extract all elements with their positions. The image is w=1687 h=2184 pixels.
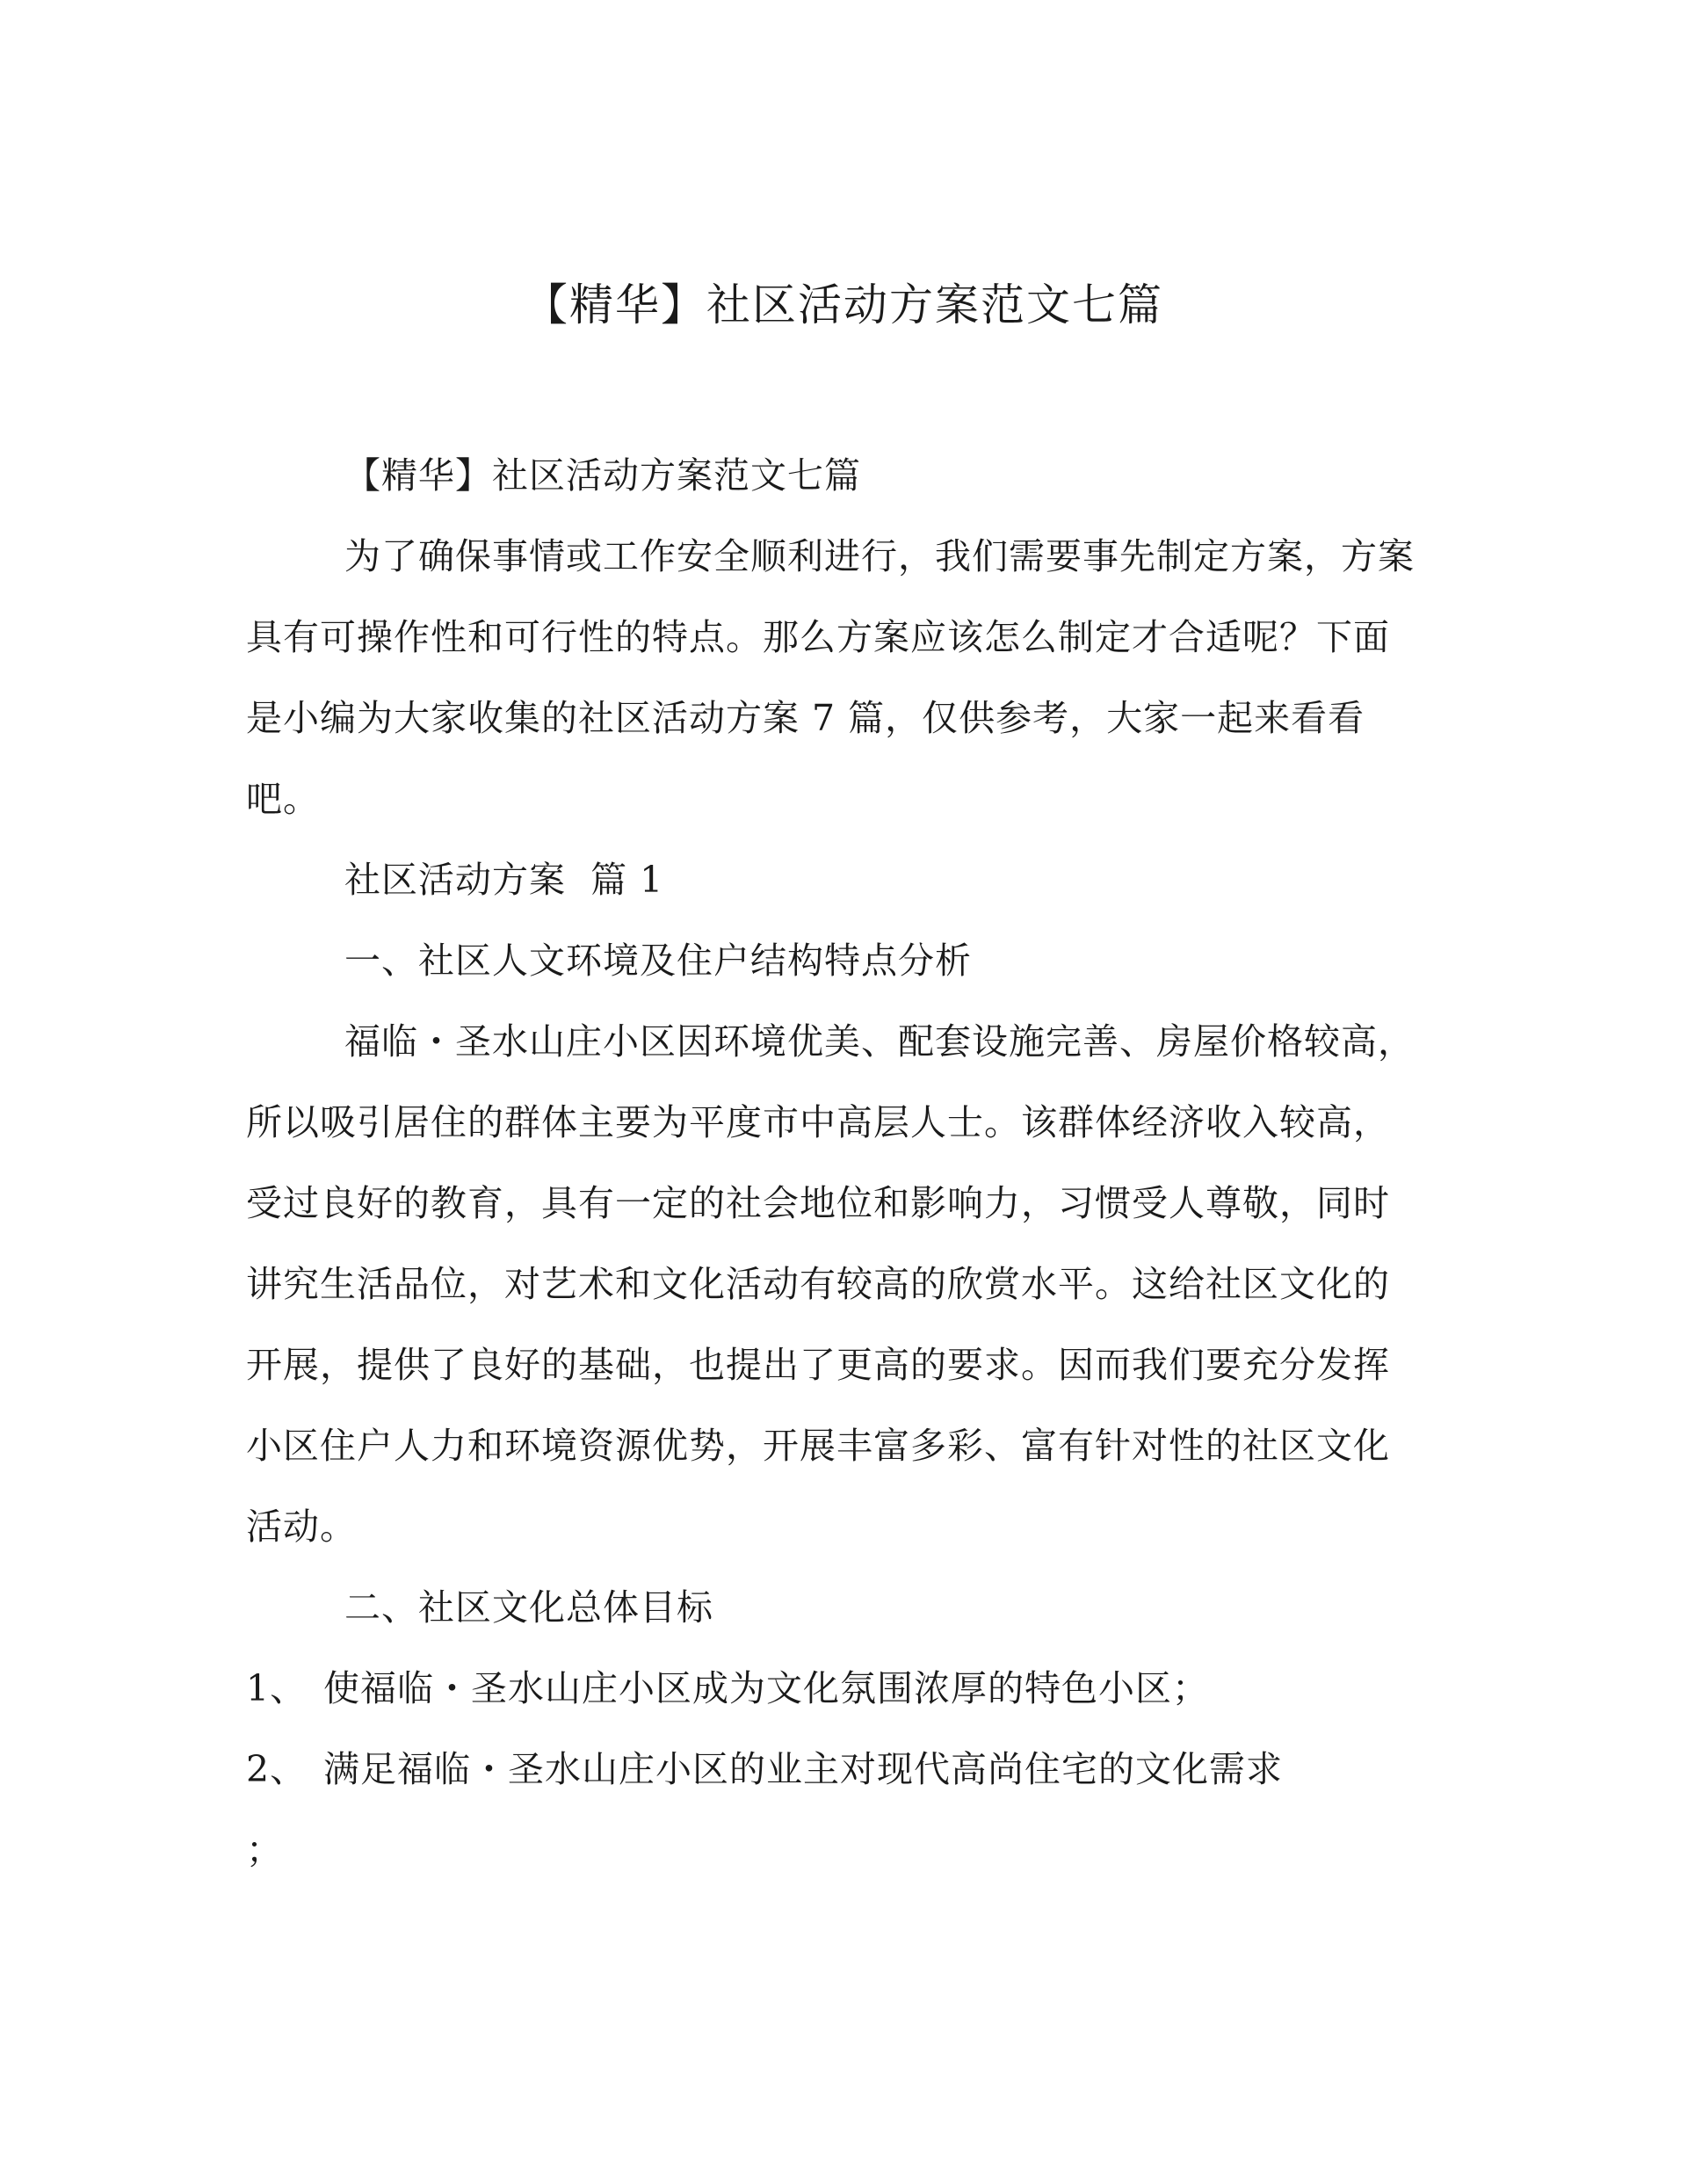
goal-number: 2、 [246,1748,308,1790]
goal-number: 1、 [246,1667,308,1709]
part1-paragraph: 福临・圣水山庄小区因环境优美、配套设施完善、房屋价格较高，所以吸引居住的群体主要为平度市中高层人士。该群体经济收入较高，受过良好的教育，具有一定的社会地位和影响力，习惯受人尊敬，同时讲究生活品位，对艺术和文化活动有较高的欣赏水平。这给社区文化的开展，提供了良好的基础，也提出了更高的要求。因而我们要充分发挥小区住户人力和环境资源优势，开展丰富多彩、富有针对性的社区文化活动。 [246,1020,1415,1548]
goal-item [246,1648,1423,1729]
trailing-punctuation: ； [246,1829,283,1871]
goal-item [246,1729,1423,1810]
document-title: 【精华】社区活动方案范文七篇 [524,279,1163,330]
goal-text: 满足福临・圣水山庄小区的业主对现代高尚住宅的文化需求 [323,1748,1283,1790]
section-heading: 社区活动方案 篇 1 [344,859,664,901]
intro-paragraph: 为了确保事情或工作安全顺利进行，我们需要事先制定方案，方案具有可操作性和可行性的特点。那么方案应该怎么制定才合适呢？下面是小编为大家收集的社区活动方案 7 篇，仅供参考，大家一起来看看吧。 [246,535,1415,820]
document-subtitle: 【精华】社区活动方案范文七篇 [344,454,861,497]
document-body [246,435,1423,1890]
part1-heading: 一、社区人文环境及住户结构特点分析 [344,940,972,982]
goal-text: 使福临・圣水山庄小区成为文化氛围浓厚的特色小区； [323,1667,1209,1709]
part2-heading: 二、社区文化总体目标 [344,1586,713,1629]
